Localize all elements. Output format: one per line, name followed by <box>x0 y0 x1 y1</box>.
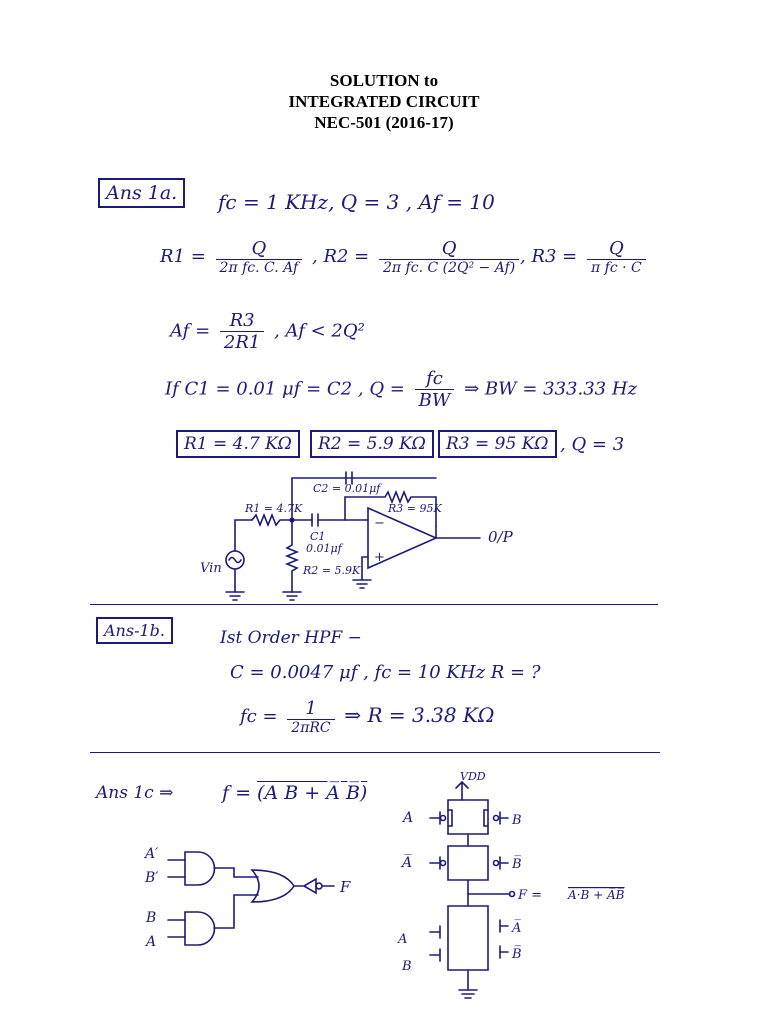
result-r2: R2 = 5.9 KΩ <box>310 430 434 458</box>
r3-lhs: , R3 = <box>520 246 578 267</box>
cmos-input-bbar: B̅ <box>512 857 522 872</box>
result-r1: R1 = 4.7 KΩ <box>176 430 300 458</box>
af-numerator: R3 <box>220 310 264 332</box>
ans-1b-given: C = 0.0047 μf , fc = 10 KHz R = ? <box>230 662 541 683</box>
opamp-plus: + <box>374 550 385 565</box>
fc-denominator: 2πRC <box>291 720 331 736</box>
af-denominator: 2R1 <box>223 332 261 353</box>
opamp-minus: − <box>374 516 385 531</box>
r3-denominator: π fc · C <box>591 260 642 276</box>
cmos-input-bbar-2: B̅ <box>512 947 522 962</box>
ans-1b-result: ⇒ R = 3.38 KΩ <box>344 703 495 727</box>
gate-input-a: A <box>146 934 157 950</box>
r1-lhs: R1 = <box>160 246 206 267</box>
c2-label: C2 = 0.01μf <box>313 482 381 495</box>
af-condition: , Af < 2Q² <box>274 320 365 342</box>
cmos-output-lhs: F = <box>518 888 543 903</box>
gate-input-b-prime: B′ <box>145 870 159 886</box>
bw-result: ⇒ BW = 333.33 Hz <box>464 378 638 400</box>
result-q: , Q = 3 <box>560 434 625 455</box>
r3-numerator: Q <box>587 238 646 260</box>
r2-label: R2 = 5.9K <box>303 564 361 577</box>
r1-label: R1 = 4.7K <box>245 502 303 515</box>
cmos-input-b-2: B <box>402 959 412 974</box>
r3-label: R3 = 95K <box>388 502 442 515</box>
q-denominator: BW <box>418 390 451 411</box>
if-text: If C1 = 0.01 μf = C2 , Q = <box>165 378 405 400</box>
expr-overlined: (A B + A̅ B̅) <box>257 782 368 804</box>
output-label: 0/P <box>488 528 513 546</box>
ans-1a-given: fc = 1 KHz, Q = 3 , Af = 10 <box>218 190 495 214</box>
header-line-2: INTEGRATED CIRCUIT <box>288 92 480 111</box>
gate-input-a-prime: A′ <box>145 846 159 862</box>
r1-numerator: Q <box>216 238 303 260</box>
q-numerator: fc <box>415 368 455 390</box>
cmos-input-abar: A̅ <box>402 855 413 871</box>
cmos-input-b: B <box>512 813 522 828</box>
cmos-input-a: A <box>403 810 414 826</box>
r2-numerator: Q <box>379 238 519 260</box>
header-line-1: SOLUTION to <box>329 71 439 90</box>
r1-denominator: 2π fc. C. Af <box>219 260 299 276</box>
result-r3: R3 = 95 KΩ <box>438 430 557 458</box>
c1-value: 0.01μf <box>306 542 342 555</box>
fc-lhs: fc = <box>240 706 278 727</box>
cmos-input-abar-2: A̅ <box>512 921 522 936</box>
fc-numerator: 1 <box>287 698 334 720</box>
af-lhs: Af = <box>170 320 211 342</box>
ans-1b-title: Ist Order HPF − <box>220 628 362 648</box>
ans-1c-label: Ans 1c ⇒ <box>96 783 174 803</box>
header-line-3: NEC-501 (2016-17) <box>314 113 454 132</box>
gate-output-f: F <box>340 878 351 896</box>
vin-label: Vin <box>200 561 222 576</box>
gate-input-b: B <box>146 910 157 926</box>
cmos-input-a-2: A <box>398 932 408 947</box>
r2-lhs: , R2 = <box>312 246 370 267</box>
ans-1a-label: Ans 1a. <box>98 178 185 208</box>
cmos-output-expression: A·B + A̅B̅ <box>568 888 625 902</box>
c1-label: C1 <box>310 530 326 543</box>
expr-lhs: f = <box>222 782 251 804</box>
vdd-label: VDD <box>460 770 486 783</box>
ans-1b-label: Ans-1b. <box>96 617 173 644</box>
r2-denominator: 2π fc. C (2Q² − Af) <box>383 260 516 276</box>
